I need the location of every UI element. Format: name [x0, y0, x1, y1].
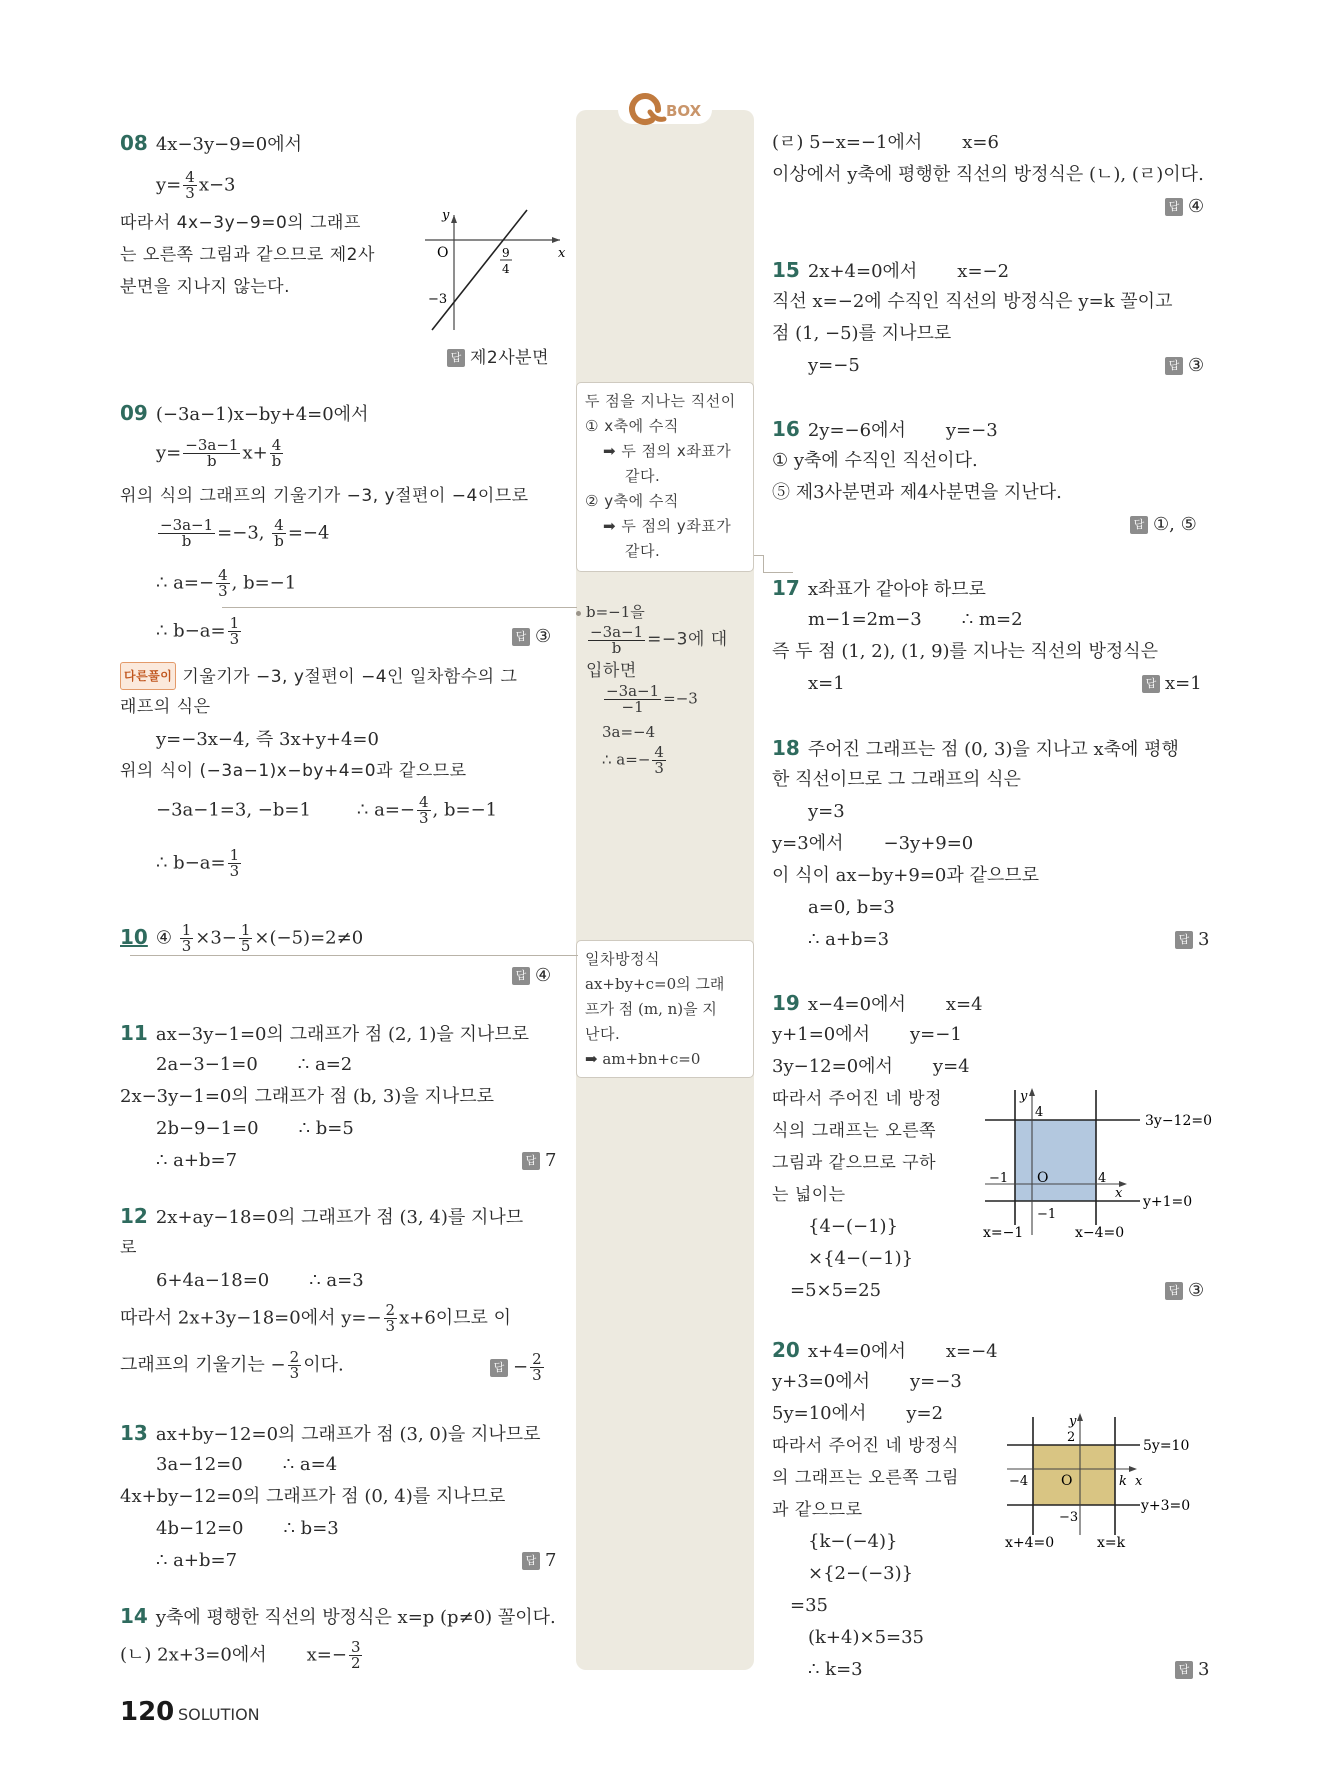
page-number: 120	[120, 1697, 175, 1727]
svg-text:−3: −3	[428, 292, 448, 307]
connector-dot	[576, 611, 581, 616]
problem-20-line: ∴ k=3	[808, 1659, 863, 1680]
problem-20-line: 20 x+4=0에서 x=−4	[772, 1338, 998, 1362]
problem-11-line: 11 ax−3y−1=0의 그래프가 점 (2, 1)을 지나므로	[120, 1021, 530, 1045]
svg-text:y: y	[1020, 1089, 1028, 1104]
graph-08	[420, 205, 570, 335]
problem-09-alt-line: 위의 식이 (−3a−1)x−by+4=0과 같으므로	[120, 761, 467, 781]
problem-number: 09	[120, 401, 148, 425]
problem-18-line: y=3에서 −3y+9=0	[772, 833, 974, 854]
problem-19-line: 따라서 주어진 네 방정	[772, 1089, 943, 1109]
answer-badge-icon: 답	[522, 1152, 540, 1170]
answer-19: 답 ③	[1165, 1278, 1204, 1304]
tip-item-result: 같다.	[625, 542, 661, 560]
problem-08-line: 08 4x−3y−9=0에서	[120, 131, 302, 155]
problem-number: 08	[120, 131, 148, 155]
svg-text:x: x	[1115, 1186, 1123, 1201]
answer-badge-icon: 답	[512, 967, 530, 985]
answer-18: 답 3	[1175, 927, 1209, 953]
answer-badge-icon: 답	[490, 1359, 508, 1377]
problem-19-line: 3y−12=0에서 y=4	[772, 1056, 970, 1077]
problem-number: 20	[772, 1338, 800, 1362]
problem-18-line: 한 직선이므로 그 그래프의 식은	[772, 769, 1021, 790]
qbox-column	[576, 110, 754, 1670]
problem-08-line: 따라서 4x−3y−9=0의 그래프	[120, 213, 361, 233]
problem-09-line: ∴ a=− $\frac{4}{3}$ , b=−1	[156, 566, 297, 600]
problem-19-line: 는 넓이는	[772, 1185, 846, 1205]
answer-20: 답 3	[1175, 1657, 1209, 1683]
problem-11-line: 2b−9−1=0 ∴ b=5	[156, 1118, 354, 1139]
problem-number: 14	[120, 1604, 148, 1628]
svg-text:y+1=0: y+1=0	[1143, 1194, 1193, 1210]
svg-text:2: 2	[1067, 1430, 1076, 1445]
problem-17-line: x=1	[808, 673, 845, 694]
problem-12-line: 6+4a−18=0 ∴ a=3	[156, 1270, 364, 1291]
problem-20-line: 5y=10에서 y=2	[772, 1403, 944, 1424]
problem-11-line: 2a−3−1=0 ∴ a=2	[156, 1054, 353, 1075]
problem-09-line: $\frac{-3a-1}{b}$ =−3, $\frac{4}{b}$ =−4	[160, 516, 330, 550]
problem-20-line: 과 같으므로	[772, 1500, 863, 1520]
svg-text:y+3=0: y+3=0	[1141, 1498, 1191, 1514]
memo-line: $\frac{-3a-1}{b}$ =−3에 대	[590, 623, 728, 657]
problem-number: 13	[120, 1421, 148, 1445]
problem-number: 16	[772, 417, 800, 441]
graph-20	[995, 1405, 1225, 1565]
problem-13-line: 3a−12=0 ∴ a=4	[156, 1454, 338, 1475]
problem-18-line: 18 주어진 그래프는 점 (0, 3)을 지나고 x축에 평행	[772, 736, 1179, 760]
tip-line: 프가 점 (m, n)을 지	[585, 1000, 717, 1018]
qbox-logo	[628, 88, 708, 126]
connector-line	[754, 555, 764, 573]
problem-15-line: 점 (1, −5)를 지나므로	[772, 323, 952, 344]
problem-20-line: =35	[790, 1595, 828, 1616]
tip-linear-equation	[576, 940, 754, 1078]
problem-20-line: ×{2−(−3)}	[808, 1563, 914, 1584]
problem-09-alt-line: y=−3x−4, 즉 3x+y+4=0	[156, 729, 379, 750]
svg-text:y: y	[442, 208, 450, 223]
connector-line	[130, 955, 578, 956]
answer-17: 답 x=1	[1142, 671, 1202, 697]
problem-14-cont-line: (ㄹ) 5−x=−1에서 x=6	[772, 132, 999, 153]
svg-text:5y=10: 5y=10	[1143, 1438, 1190, 1454]
problem-number: 17	[772, 576, 800, 600]
problem-09-line: y= $\frac{-3a-1}{b}$ x+ $\frac{4}{b}$	[156, 436, 282, 470]
problem-19-line: =5×5=25	[790, 1280, 882, 1301]
problem-09-line: ∴ b−a= $\frac{1}{3}$	[156, 614, 240, 648]
problem-15-line: 직선 x=−2에 수직인 직선의 방정식은 y=k 꼴이고	[772, 291, 1173, 312]
problem-17-line: 17 x좌표가 같아야 하므로	[772, 576, 986, 600]
svg-text:x=k: x=k	[1097, 1535, 1126, 1551]
svg-text:4: 4	[502, 262, 510, 276]
problem-20-line: 따라서 주어진 네 방정식	[772, 1436, 959, 1456]
tip-item: ① x축에 수직	[585, 417, 679, 435]
tip-two-points-line	[576, 382, 754, 572]
memo-line: $\frac{-3a-1}{-1}$ =−3	[606, 682, 698, 716]
problem-17-line: 즉 두 점 (1, 2), (1, 9)를 지나는 직선의 방정식은	[772, 641, 1158, 662]
tip-title: 일차방정식	[585, 950, 660, 968]
svg-text:−4: −4	[1009, 1474, 1029, 1489]
tip-item-result: ➡ 두 점의 y좌표가	[603, 517, 732, 535]
answer-badge-icon: 답	[1165, 357, 1183, 375]
answer-13: 답 7	[522, 1548, 556, 1574]
problem-09-alt-line: −3a−1=3, −b=1 ∴ a=− $\frac{4}{3}$ , b=−1	[156, 793, 498, 827]
problem-19-line: ×{4−(−1)}	[808, 1248, 914, 1269]
svg-text:y: y	[1069, 1414, 1077, 1429]
answer-15: 답 ③	[1165, 353, 1204, 379]
svg-text:4: 4	[1035, 1105, 1044, 1120]
answer-badge-icon: 답	[1165, 1282, 1183, 1300]
problem-15-line: y=−5	[808, 355, 860, 376]
svg-text:x: x	[1135, 1474, 1143, 1489]
tip-item: ② y축에 수직	[585, 492, 679, 510]
answer-14: 답 ④	[1165, 194, 1204, 220]
problem-18-line: ∴ a+b=3	[808, 929, 890, 950]
problem-17-line: m−1=2m−3 ∴ m=2	[808, 609, 1023, 630]
problem-13-line: 4x+by−12=0의 그래프가 점 (0, 4)를 지나므로	[120, 1486, 506, 1507]
svg-text:−1: −1	[1037, 1207, 1057, 1222]
problem-18-line: y=3	[808, 801, 845, 822]
problem-12-line: 12 2x+ay−18=0의 그래프가 점 (3, 4)를 지나므	[120, 1204, 524, 1228]
memo-line: ∴ a=− $\frac{4}{3}$	[602, 743, 664, 777]
problem-08-line: y= $\frac{4}{3}$ x−3	[156, 168, 236, 202]
answer-badge-icon: 답	[1175, 1661, 1193, 1679]
problem-09-alt-line: 다른풀이 기울기가 −3, y절편이 −4인 일차함수의 그	[120, 662, 517, 690]
svg-text:x=−1: x=−1	[983, 1225, 1024, 1241]
problem-19-line: {4−(−1)}	[808, 1216, 899, 1237]
answer-badge-icon: 답	[522, 1552, 540, 1570]
answer-badge-icon: 답	[1165, 198, 1183, 216]
connector-line	[222, 607, 577, 608]
answer-badge-icon: 답	[1130, 516, 1148, 534]
memo-line: 3a=−4	[602, 723, 656, 741]
problem-08-line: 는 오른쪽 그림과 같으므로 제2사	[120, 245, 375, 265]
svg-text:x−4=0: x−4=0	[1075, 1225, 1125, 1241]
problem-number: 11	[120, 1021, 148, 1045]
problem-15-line: 15 2x+4=0에서 x=−2	[772, 258, 1010, 282]
problem-12-line: 따라서 2x+3y−18=0에서 y=− $\frac{2}{3}$ x+6이므로 이	[120, 1301, 512, 1335]
answer-16: 답 ①, ⑤	[1130, 512, 1197, 538]
problem-19-line: 19 x−4=0에서 x=4	[772, 991, 983, 1015]
page-section-label: SOLUTION	[178, 1705, 260, 1724]
answer-10: 답 ④	[512, 963, 551, 989]
answer-badge-icon: 답	[512, 628, 530, 646]
problem-08-line: 분면을 지나지 않는다.	[120, 277, 291, 297]
problem-number: 10	[120, 924, 148, 949]
tip-line: ➡ am+bn+c=0	[585, 1050, 701, 1068]
problem-11-line: 2x−3y−1=0의 그래프가 점 (b, 3)을 지나므로	[120, 1086, 494, 1107]
svg-text:9: 9	[502, 246, 510, 260]
problem-19-line: y+1=0에서 y=−1	[772, 1024, 962, 1045]
answer-badge-icon: 답	[447, 349, 465, 367]
graph-19	[975, 1070, 1215, 1245]
svg-text:k: k	[1119, 1474, 1127, 1489]
svg-text:O: O	[437, 245, 449, 261]
problem-11-line: ∴ a+b=7	[156, 1150, 238, 1171]
tip-line: 난다.	[585, 1025, 621, 1043]
problem-20-line: {k−(−4)}	[808, 1531, 898, 1552]
problem-20-line: y+3=0에서 y=−3	[772, 1371, 962, 1392]
svg-text:−1: −1	[989, 1171, 1009, 1186]
qbox-logo-text: BOX	[666, 102, 702, 120]
tip-item-result: ➡ 두 점의 x좌표가	[603, 442, 732, 460]
problem-number: 18	[772, 736, 800, 760]
problem-16-line: 16 2y=−6에서 y=−3	[772, 417, 998, 441]
problem-09-alt-line: ∴ b−a= $\frac{1}{3}$	[156, 846, 240, 880]
tip-title: 두 점을 지나는 직선이	[585, 392, 736, 410]
memo-line: b=−1을	[586, 603, 645, 621]
tip-line: ax+by+c=0의 그래	[585, 975, 725, 993]
problem-14-cont-line: 이상에서 y축에 평행한 직선의 방정식은 (ㄴ), (ㄹ)이다.	[772, 164, 1204, 185]
problem-16-line: ① y축에 수직인 직선이다.	[772, 450, 978, 471]
svg-text:O: O	[1061, 1473, 1073, 1489]
problem-number: 12	[120, 1204, 148, 1228]
problem-14-line: 14 y축에 평행한 직선의 방정식은 x=p (p≠0) 꼴이다.	[120, 1604, 556, 1628]
problem-10-line: 10 ④ $\frac{1}{3}$ ×3− $\frac{1}{5}$ ×(−5)=2≠0	[120, 921, 364, 955]
svg-text:x+4=0: x+4=0	[1005, 1535, 1055, 1551]
problem-13-line: ∴ a+b=7	[156, 1550, 238, 1571]
qbox-memo-substitution	[586, 600, 746, 779]
problem-number: 19	[772, 991, 800, 1015]
svg-text:3y−12=0: 3y−12=0	[1145, 1113, 1212, 1129]
alt-solution-badge: 다른풀이	[120, 662, 176, 690]
problem-12-line: 로	[120, 1238, 137, 1258]
answer-09: 답 ③	[512, 624, 551, 650]
svg-text:−3: −3	[1059, 1510, 1079, 1525]
problem-20-line: 의 그래프는 오른쪽 그림	[772, 1468, 959, 1488]
answer-badge-icon: 답	[1142, 675, 1160, 693]
answer-08: 답 제2사분면	[447, 345, 549, 371]
svg-text:O: O	[1037, 1170, 1049, 1186]
problem-20-line: (k+4)×5=35	[808, 1627, 925, 1648]
answer-badge-icon: 답	[1175, 931, 1193, 949]
svg-text:x: x	[558, 246, 566, 261]
answer-11: 답 7	[522, 1148, 556, 1174]
problem-14-line: (ㄴ) 2x+3=0에서 x=− $\frac{3}{2}$	[120, 1638, 361, 1672]
problem-09-line: 09 (−3a−1)x−by+4=0에서	[120, 401, 369, 425]
problem-09-alt-line: 래프의 식은	[120, 697, 211, 717]
problem-13-line: 4b−12=0 ∴ b=3	[156, 1518, 339, 1539]
memo-line: 입하면	[586, 661, 637, 681]
problem-18-line: 이 식이 ax−by+9=0과 같으므로	[772, 865, 1039, 886]
tip-item-result: 같다.	[625, 467, 661, 485]
problem-13-line: 13 ax+by−12=0의 그래프가 점 (3, 0)을 지나므로	[120, 1421, 541, 1445]
problem-18-line: a=0, b=3	[808, 897, 895, 918]
problem-19-line: 식의 그래프는 오른쪽	[772, 1121, 937, 1141]
problem-19-line: 그림과 같으므로 구하	[772, 1153, 937, 1173]
answer-12: 답 − $\frac{2}{3}$	[490, 1352, 546, 1392]
problem-12-line: 그래프의 기울기는 − $\frac{2}{3}$ 이다.	[120, 1348, 344, 1382]
problem-number: 15	[772, 258, 800, 282]
problem-09-line: 위의 식의 그래프의 기울기가 −3, y절편이 −4이므로	[120, 486, 529, 506]
problem-16-line: ⑤ 제3사분면과 제4사분면을 지난다.	[772, 482, 1062, 503]
connector-line	[763, 572, 793, 573]
svg-text:4: 4	[1098, 1171, 1107, 1186]
